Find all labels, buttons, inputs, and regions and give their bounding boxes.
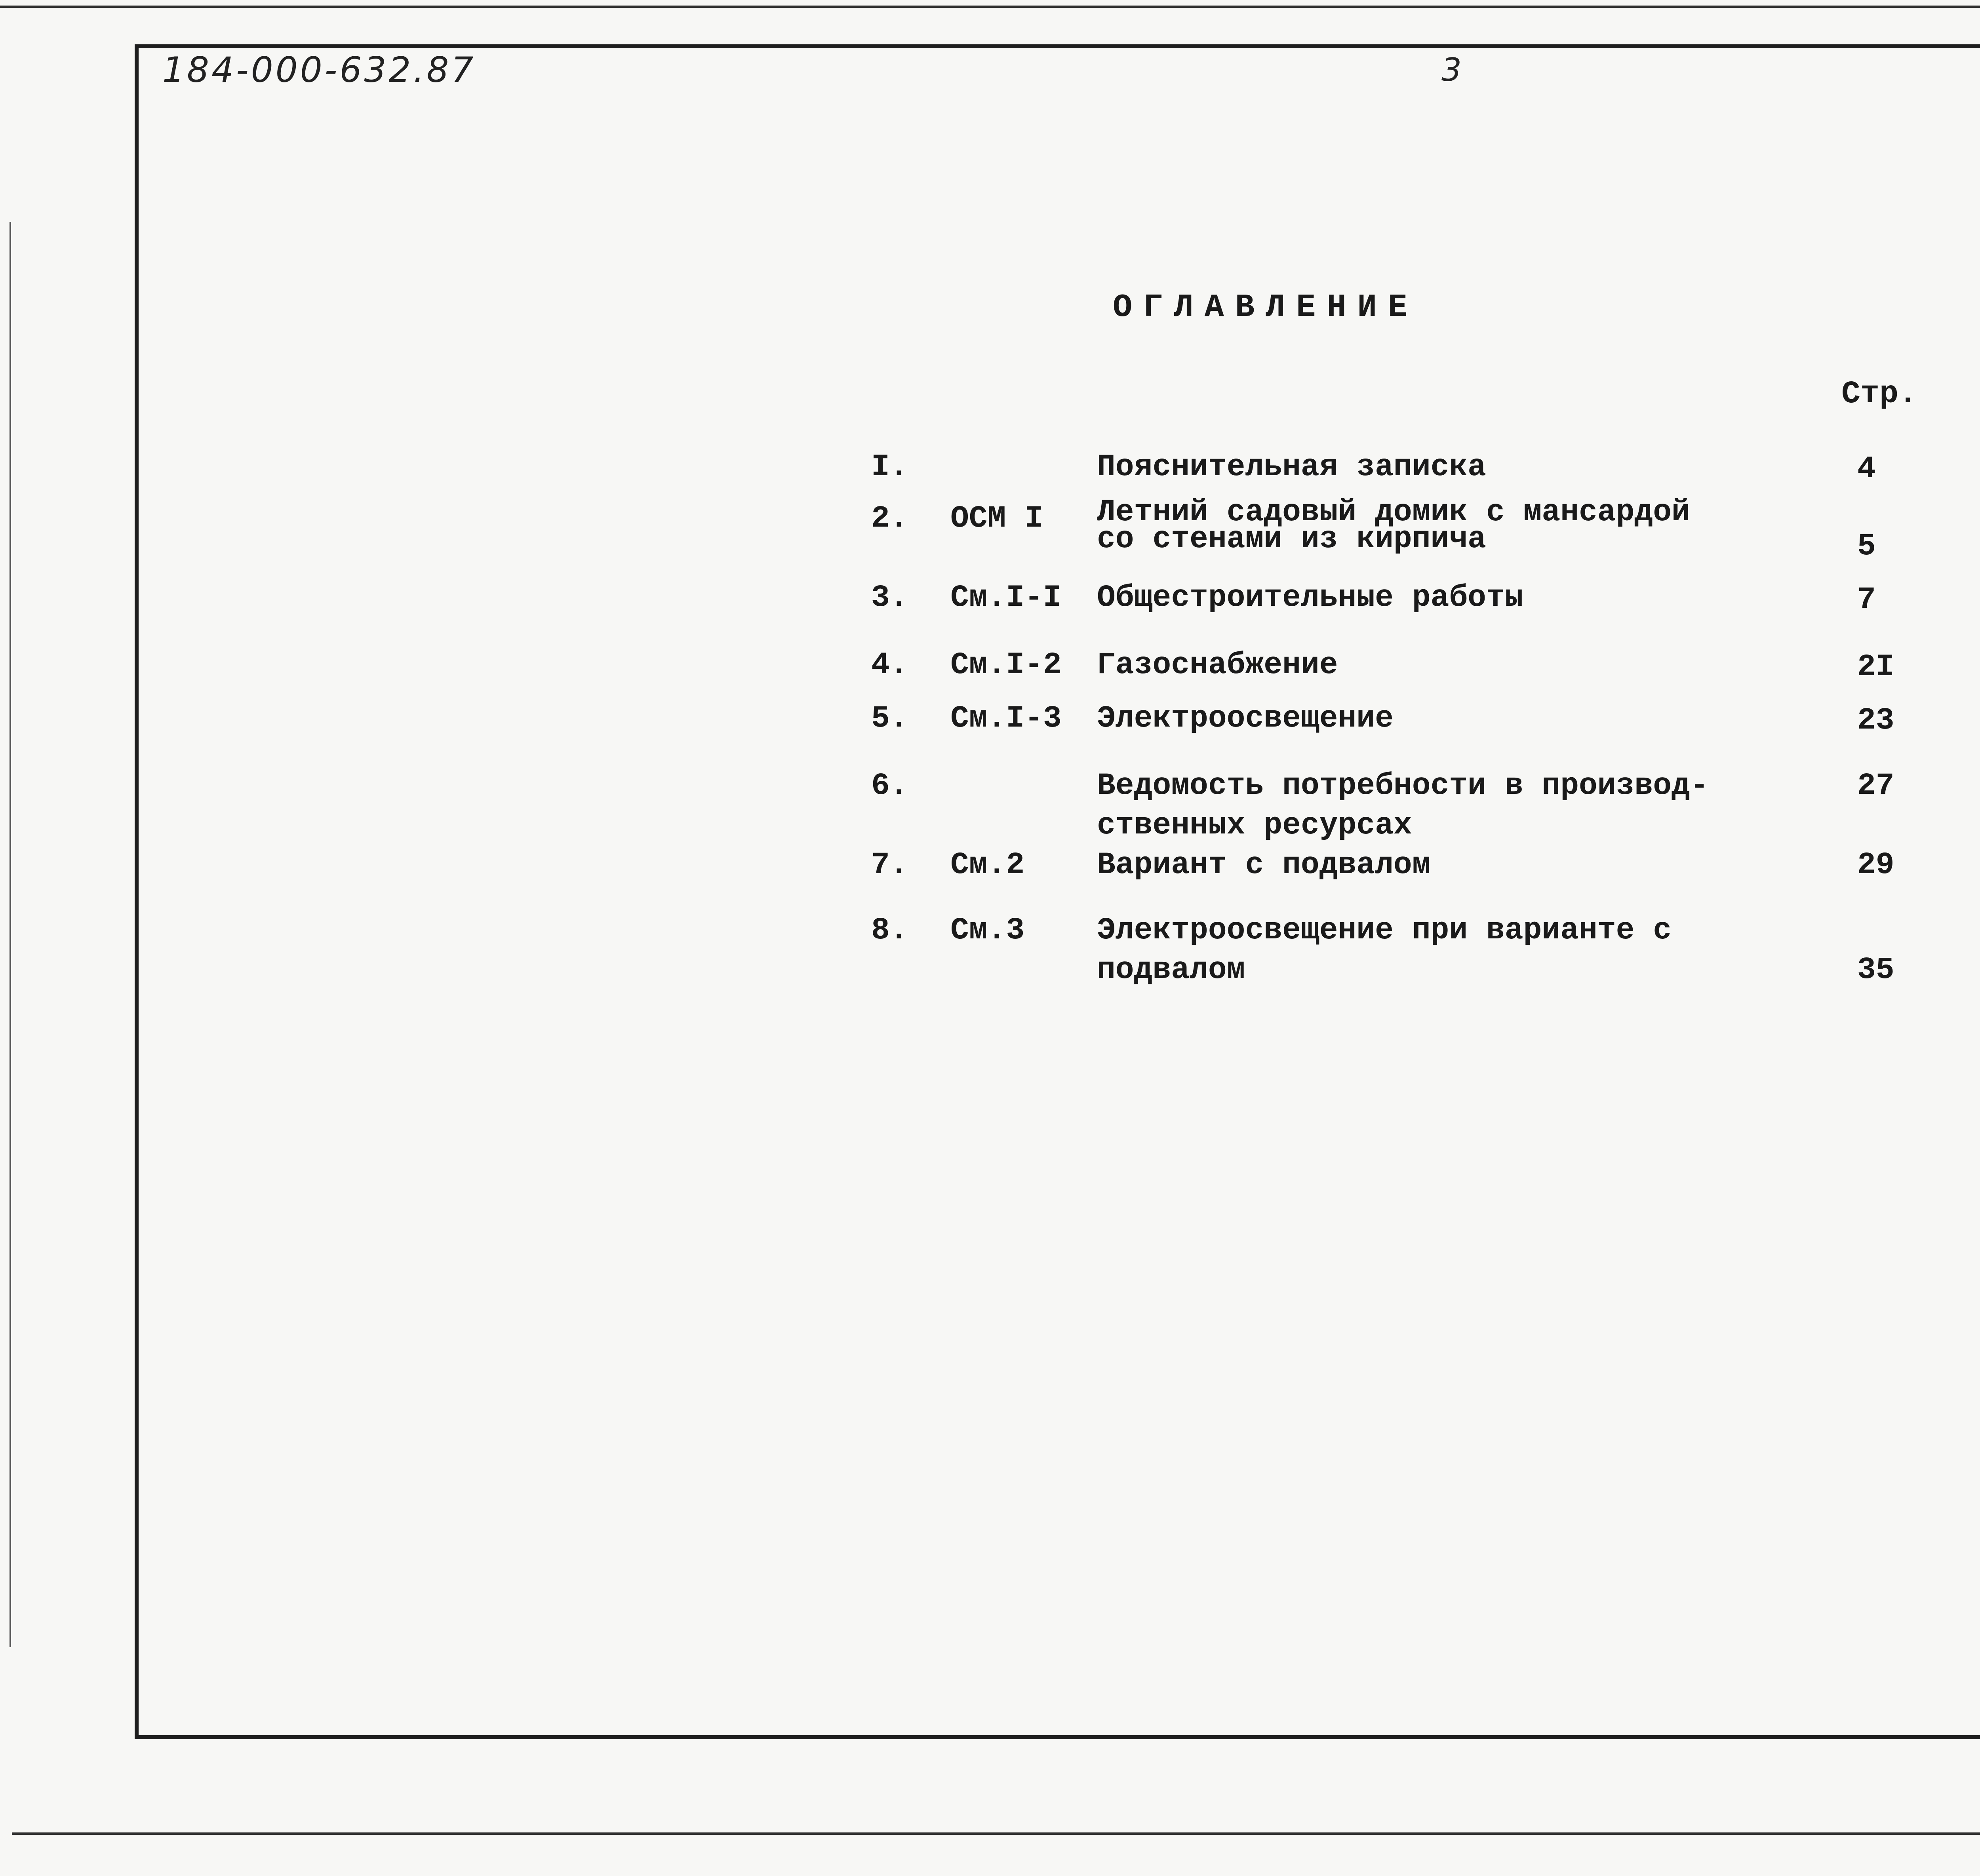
toc-page: 5 bbox=[1857, 529, 1876, 564]
toc-page: 2I bbox=[1857, 650, 1894, 685]
toc-number: 4. bbox=[871, 648, 908, 683]
toc-title: Газоснабжение bbox=[1097, 648, 1338, 683]
toc-code: ОСМ I bbox=[950, 501, 1043, 536]
toc-number: 7. bbox=[871, 848, 908, 883]
toc-number: I. bbox=[871, 450, 908, 485]
toc-number: 6. bbox=[871, 769, 908, 803]
page-number: 3 bbox=[1441, 51, 1462, 88]
toc-title: Общестроительные работы bbox=[1097, 580, 1523, 615]
toc-page: 29 bbox=[1857, 848, 1894, 883]
toc-page: 7 bbox=[1857, 582, 1876, 617]
page-column-header: Стр. bbox=[1841, 376, 1918, 412]
toc-code: См.2 bbox=[950, 848, 1025, 883]
toc-title: Летний садовый домик с мансардой со стенами из кирпича bbox=[1097, 495, 1690, 557]
toc-number: 2. bbox=[871, 501, 908, 536]
sheet-edge-bottom bbox=[12, 1832, 1980, 1835]
toc-page: 23 bbox=[1857, 703, 1894, 738]
toc-page: 4 bbox=[1857, 452, 1876, 487]
sheet-edge-left bbox=[10, 222, 11, 1647]
toc-title: Электроосвещение при варианте с подвалом bbox=[1097, 913, 1672, 987]
document-code: 184-000-632.87 bbox=[162, 49, 476, 90]
sheet-edge-top bbox=[0, 6, 1980, 8]
drawing-frame bbox=[135, 44, 1980, 1739]
toc-title: Вариант с подвалом bbox=[1097, 848, 1431, 883]
toc-title: Ведомость потребности в производ- ственных ресурсах bbox=[1097, 769, 1709, 843]
toc-code: См.I-3 bbox=[950, 701, 1062, 736]
toc-title: Электроосвещение bbox=[1097, 701, 1394, 736]
page-title: ОГЛАВЛЕНИЕ bbox=[1113, 289, 1419, 326]
toc-number: 5. bbox=[871, 701, 908, 736]
toc-page: 27 bbox=[1857, 769, 1894, 803]
toc-code: См.I-I bbox=[950, 580, 1062, 615]
toc-title: Пояснительная записка bbox=[1097, 450, 1486, 485]
toc-page: 35 bbox=[1857, 953, 1894, 987]
toc-code: См.3 bbox=[950, 913, 1025, 948]
toc-code: См.I-2 bbox=[950, 648, 1062, 683]
toc-number: 3. bbox=[871, 580, 908, 615]
toc-number: 8. bbox=[871, 913, 908, 948]
